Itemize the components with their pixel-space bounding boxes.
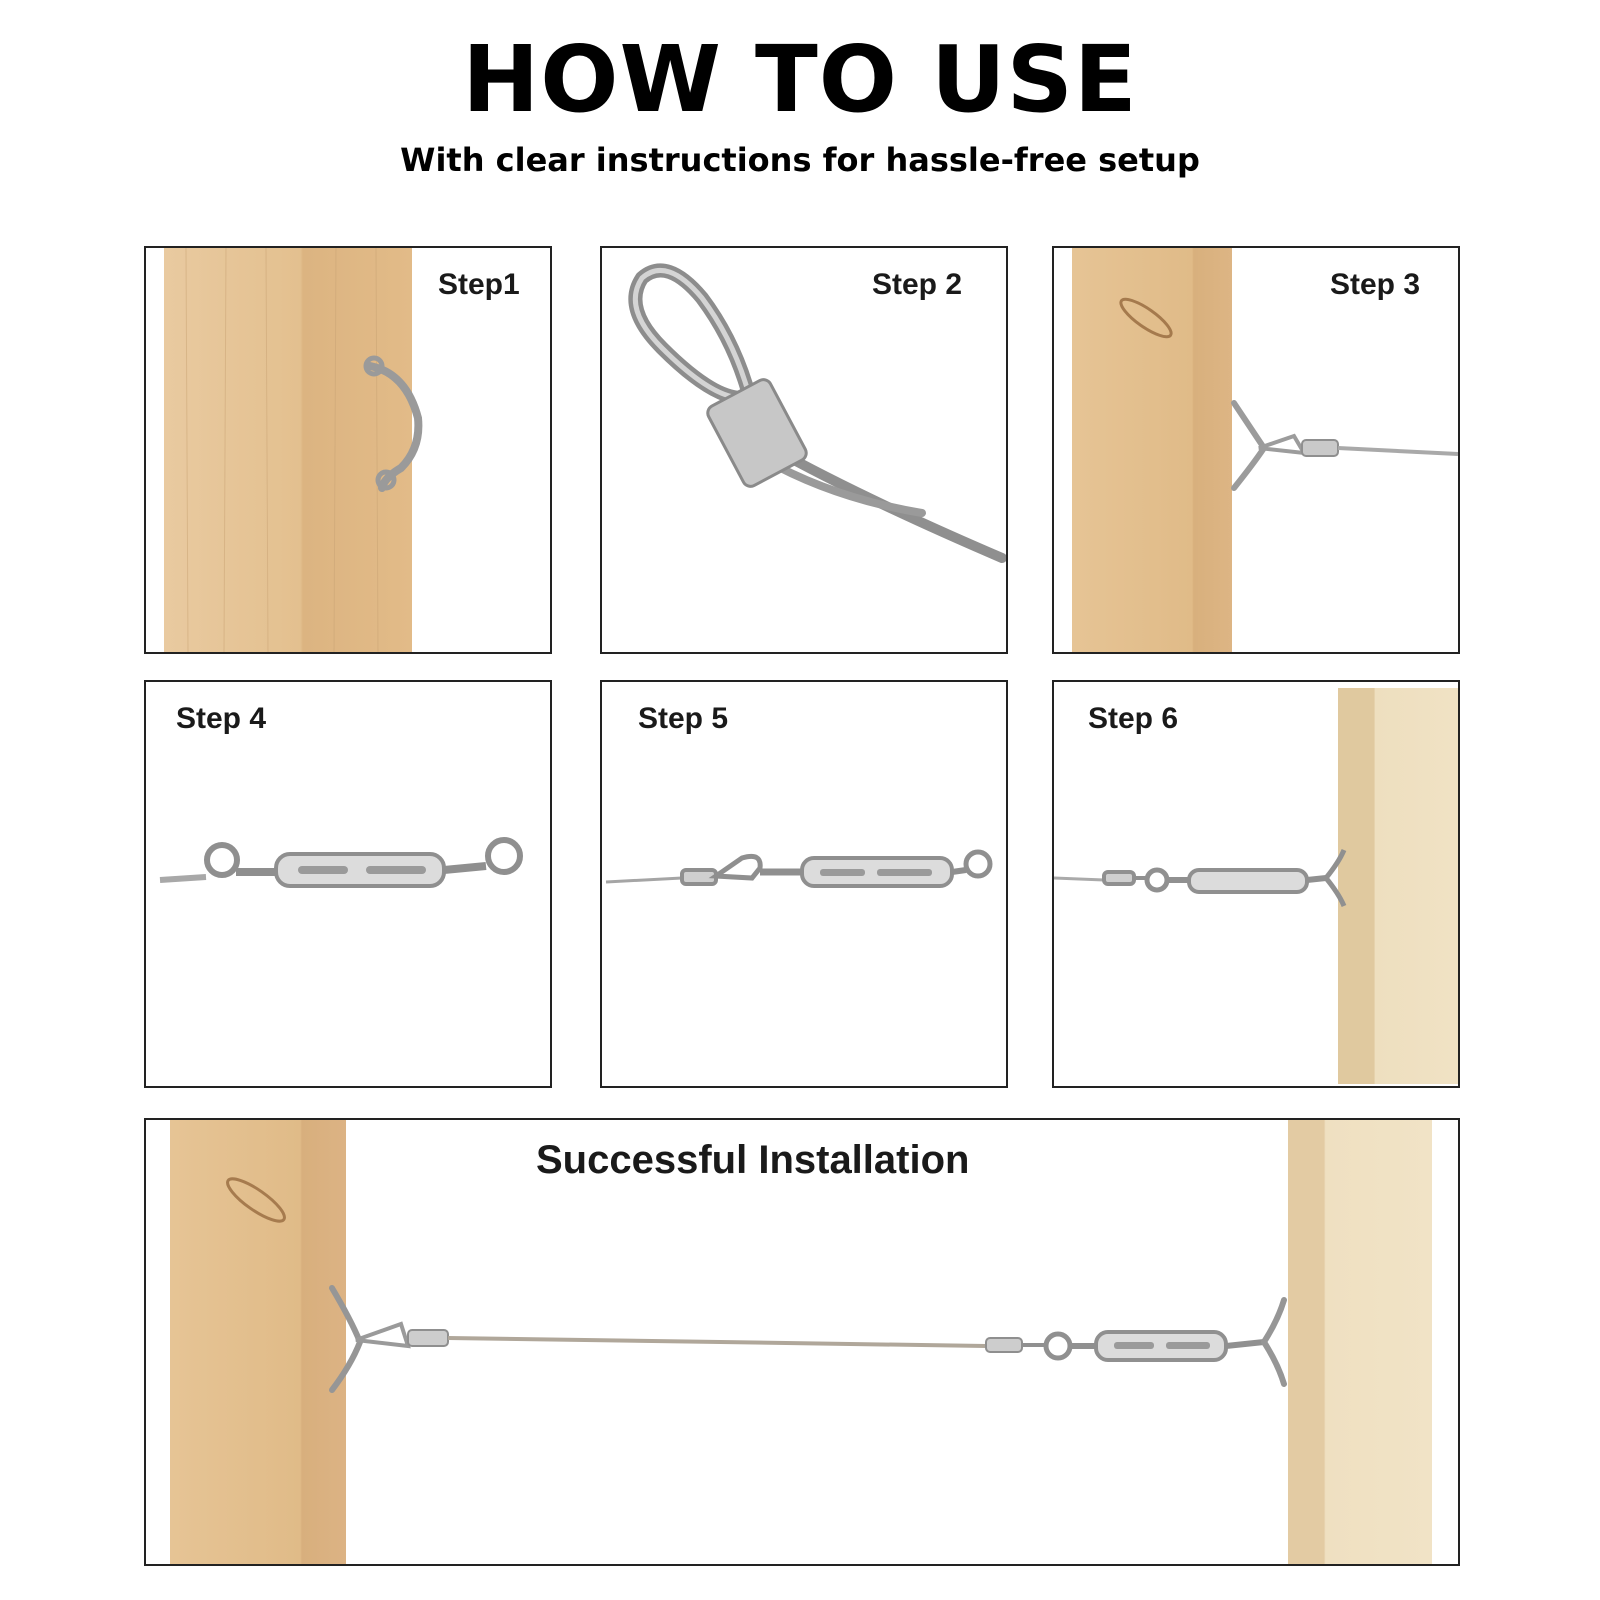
turnbuckle-to-post-icon [1054,850,1344,906]
step-5-panel [600,680,1008,1088]
step-6-panel [1052,680,1460,1088]
step-6-illustration [1054,682,1458,1086]
turnbuckle-icon [160,840,520,886]
pad-eye-icon [1234,403,1264,488]
right-wooden-post [1288,1120,1432,1564]
wire-rope-with-turnbuckle-icon [606,852,990,886]
installation-label: Successful Installation [536,1138,970,1182]
wire-rope-icon [356,1324,1022,1352]
step-3-label: Step 3 [1330,268,1421,301]
wire-rope-loop-icon [635,270,1002,558]
step-2-label: Step 2 [872,268,963,301]
step-6-label: Step 6 [1088,702,1179,735]
wooden-post [164,248,412,652]
page-title: HOW TO USE [462,26,1138,133]
step-5-label: Step 5 [638,702,729,735]
step-4-illustration [146,682,550,1086]
installation-illustration [146,1120,1458,1564]
step-1-label: Step1 [438,268,520,301]
step-1-panel [144,246,552,654]
page-subtitle: With clear instructions for hassle-free setup [400,141,1200,179]
installation-panel [144,1118,1460,1566]
step-3-illustration [1054,248,1458,652]
left-wooden-post [170,1120,346,1564]
step-5-illustration [602,682,1006,1086]
step-2-illustration [602,248,1006,652]
step-4-label: Step 4 [176,702,267,735]
step-1-illustration [146,248,550,652]
wooden-post [1072,248,1232,652]
turnbuckle-icon [1022,1332,1264,1360]
step-4-panel [144,680,552,1088]
step-3-panel [1052,246,1460,654]
right-pad-eye-icon [1264,1300,1284,1384]
wooden-post [1338,688,1458,1084]
wire-rope-icon [1259,436,1458,456]
step-2-panel [600,246,1008,654]
